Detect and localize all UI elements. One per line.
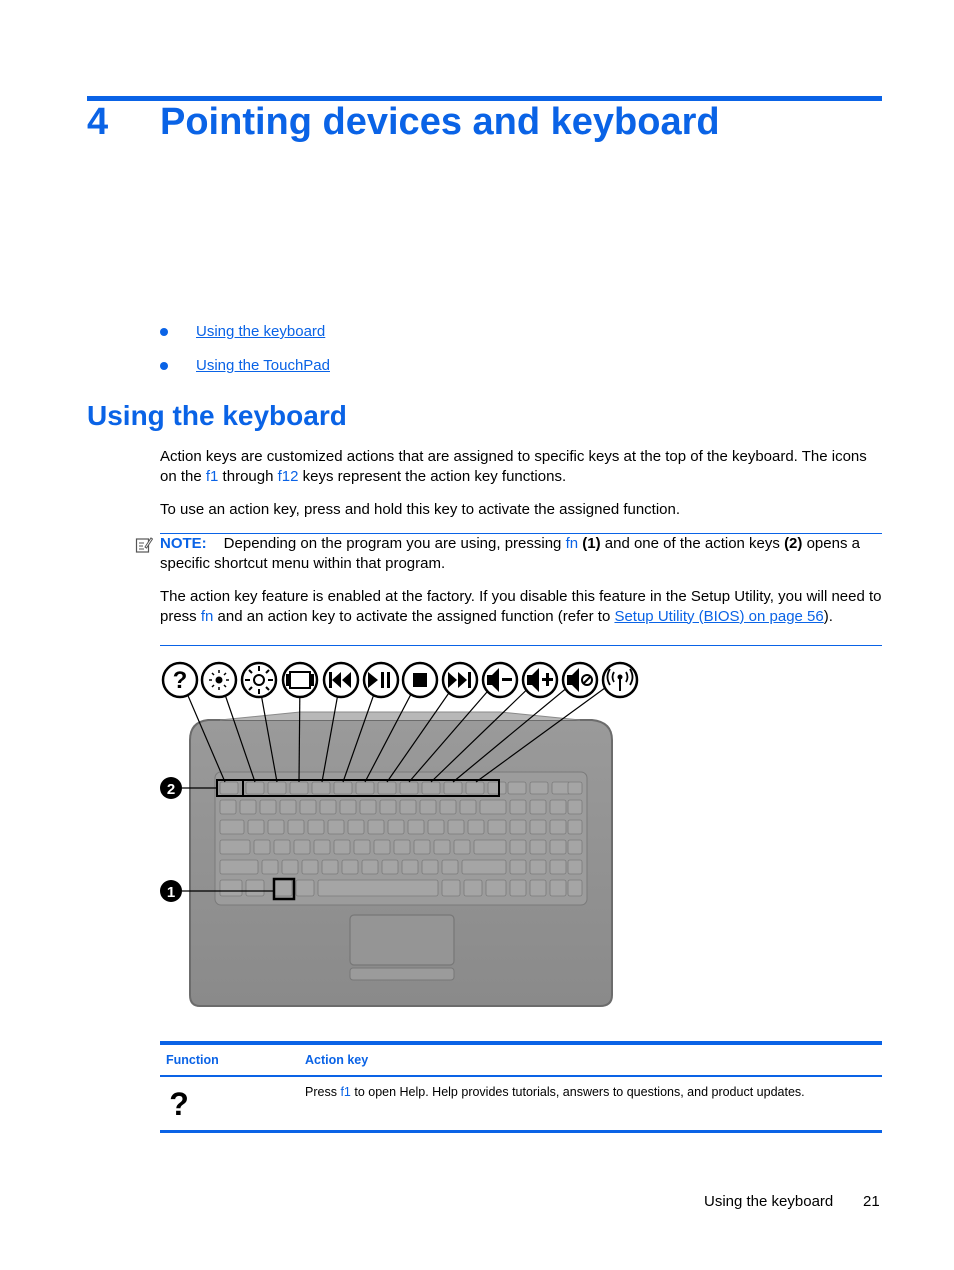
chapter-number: 4 bbox=[87, 101, 109, 143]
table-header-action-key: Action key bbox=[305, 1053, 369, 1067]
help-icon bbox=[166, 1087, 194, 1119]
keyboard-figure bbox=[160, 660, 642, 1010]
svg-text:?: ? bbox=[169, 1087, 189, 1119]
volume-down-icon bbox=[483, 663, 517, 697]
mute-icon bbox=[563, 663, 597, 697]
brightness-down-icon bbox=[202, 663, 236, 697]
svg-text:?: ? bbox=[172, 667, 188, 694]
note-icon bbox=[135, 536, 153, 554]
note-paragraph: NOTE: Depending on the program you are using, pressing fn (1) and one of the action keys (2) opens a specific shortcut menu within that program. bbox=[160, 535, 860, 572]
callout-2-label: 2 bbox=[166, 781, 176, 798]
display-switch-icon bbox=[283, 663, 317, 697]
bullet-icon bbox=[160, 328, 168, 336]
chapter-title: Pointing devices and keyboard bbox=[160, 101, 720, 143]
toc-link-keyboard[interactable]: Using the keyboard bbox=[196, 323, 326, 340]
callout-1-label: 1 bbox=[166, 884, 176, 901]
setup-utility-link[interactable]: Setup Utility (BIOS) on page 56 bbox=[614, 607, 824, 625]
section-title: Using the keyboard bbox=[87, 400, 347, 431]
table-header-function: Function bbox=[166, 1053, 219, 1067]
callout-1-badge bbox=[160, 880, 182, 902]
brightness-up-icon bbox=[242, 663, 276, 697]
factory-paragraph: The action key feature is enabled at the factory. If you disable this feature in the Setup Utility, you will need to press fn and an action key to activate the assigned function (refer to Setup Utility (BIOS) on page 56). bbox=[160, 588, 882, 625]
table-row-description: Press f1 to open Help. Help provides tutorials, answers to questions, and product updates. bbox=[305, 1085, 805, 1099]
stop-icon bbox=[403, 663, 437, 697]
callout-2-badge bbox=[160, 777, 182, 799]
previous-track-icon bbox=[324, 663, 358, 697]
instruction-paragraph: To use an action key, press and hold this key to activate the assigned function. bbox=[160, 501, 681, 518]
table-bottom-rule bbox=[160, 1130, 882, 1133]
footer-section-name: Using the keyboard bbox=[704, 1193, 834, 1210]
table-header-rule bbox=[160, 1075, 882, 1077]
help-icon bbox=[163, 663, 197, 697]
table-top-rule bbox=[160, 1041, 882, 1045]
intro-paragraph: Action keys are customized actions that are assigned to specific keys at the top of the keyboard. The icons on the f1 through f12 keys represent the action key functions. bbox=[160, 448, 867, 485]
footer-page-number: 21 bbox=[863, 1193, 880, 1210]
next-track-icon bbox=[443, 663, 477, 697]
play-pause-icon bbox=[364, 663, 398, 697]
volume-up-icon bbox=[523, 663, 557, 697]
toc-link-touchpad[interactable]: Using the TouchPad bbox=[196, 357, 330, 374]
bullet-icon bbox=[160, 362, 168, 370]
wireless-icon bbox=[603, 663, 637, 697]
note-bottom-rule bbox=[160, 645, 882, 646]
